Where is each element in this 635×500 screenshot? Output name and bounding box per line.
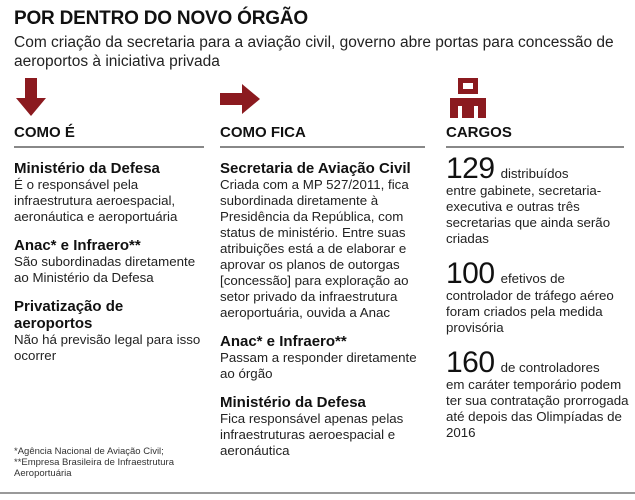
stat-number: 160 (446, 346, 495, 379)
heading-como-e: COMO É (14, 124, 75, 141)
block-ministerio-defesa (220, 394, 420, 459)
stat-lead: distribuídos (500, 166, 569, 181)
stat-lead: efetivos de (500, 271, 565, 286)
stat-text: controlador de tráfego aéreo foram criados pela medida provisória (446, 288, 614, 335)
block-text: Fica responsável apenas pelas infraestruturas aeroespacial e aeronáutica (220, 411, 404, 458)
block-secretaria-aviacao (220, 160, 420, 321)
stat-100 (446, 257, 631, 336)
heading-cargos: CARGOS (446, 124, 512, 141)
block-text: São subordinadas diretamente ao Ministério da Defesa (14, 254, 196, 285)
block-title: Ministério da Defesa (220, 394, 366, 411)
people-icon (448, 76, 488, 118)
arrow-right-icon (220, 84, 260, 114)
block-text: Criada com a MP 527/2011, fica subordinada diretamente à Presidência da República, com status de ministério. Entre suas atribuições está a de elaborar e aprovar os planos de outorgas [concessão] para exploração ao setor privado da infraestrutura aeroportuária, ouvida a Anac (220, 177, 409, 320)
arrow-down-icon (16, 78, 46, 116)
block-title: Anac* e Infraero** (220, 333, 347, 350)
stat-number: 100 (446, 257, 495, 290)
column-cargos (446, 152, 631, 455)
divider-como-e (14, 146, 204, 148)
block-title: Privatização de aeroportos (14, 298, 124, 332)
column-como-fica (220, 160, 420, 459)
stat-number: 129 (446, 152, 495, 185)
page-title: POR DENTRO DO NOVO ÓRGÃO (14, 8, 308, 29)
divider-cargos (446, 146, 624, 148)
block-title: Anac* e Infraero** (14, 237, 141, 254)
block-ministerio-defesa (14, 160, 204, 225)
column-como-e (14, 160, 204, 364)
block-title: Secretaria de Aviação Civil (220, 160, 411, 177)
block-text: Não há previsão legal para isso ocorrer (14, 332, 201, 363)
block-title: Ministério da Defesa (14, 160, 160, 177)
block-privatizacao (14, 298, 204, 364)
stat-129 (446, 152, 631, 247)
block-anac-infraero (220, 333, 420, 382)
stat-text: entre gabinete, secretaria-executiva e outras três secretarias que ainda serão criadas (446, 183, 611, 246)
divider-como-fica (220, 146, 425, 148)
heading-como-fica: COMO FICA (220, 124, 306, 141)
stat-lead: de controladores (500, 360, 600, 375)
block-text: É o responsável pela infraestrutura aeroespacial, aeronáutica e aeroportuária (14, 177, 178, 224)
stat-160 (446, 346, 631, 441)
bottom-divider (0, 492, 635, 494)
block-anac-infraero (14, 237, 204, 286)
footnote-anac: *Agência Nacional de Aviação Civil; (14, 446, 164, 457)
page-subtitle: Com criação da secretaria para a aviação civil, governo abre portas para concessão de aeroportos à iniciativa privada (14, 34, 614, 70)
footnote-infraero: **Empresa Brasileira de Infraestrutura Aeroportuária (14, 457, 174, 479)
footnotes (14, 446, 214, 479)
block-text: Passam a responder diretamente ao órgão (220, 350, 417, 381)
stat-text: em caráter temporário podem ter sua contratação prorrogada até depois das Olimpíadas de 2016 (446, 377, 629, 440)
